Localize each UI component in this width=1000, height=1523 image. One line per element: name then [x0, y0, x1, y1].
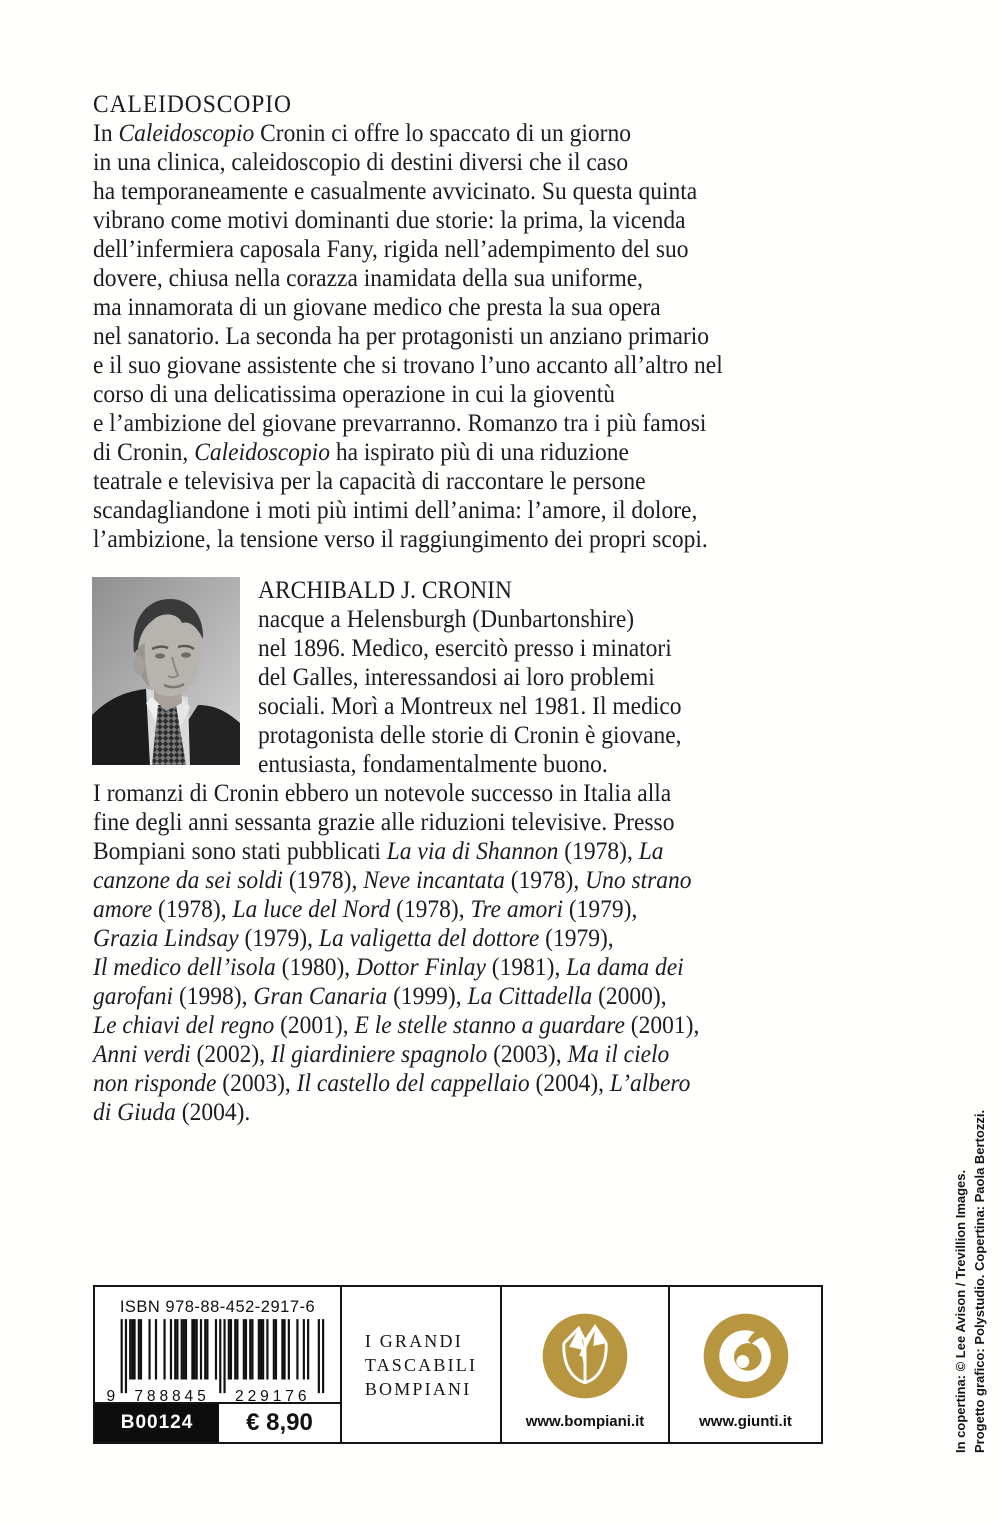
bio-line: Grazia Lindsay (1979), La valigetta del dottore (1979),: [93, 925, 614, 952]
synopsis-line: dovere, chiusa nella corazza inamidata della sua uniforme,: [93, 265, 644, 292]
synopsis-line: nel sanatorio. La seconda ha per protagonisti un anziano primario: [93, 323, 710, 350]
footer-box: [93, 1285, 823, 1444]
price-label: € 8,90: [246, 1409, 313, 1436]
series-panel: [340, 1287, 500, 1442]
bio-line: I romanzi di Cronin ebbero un notevole successo in Italia alla: [93, 780, 672, 807]
bio-line: garofani (1998), Gran Canaria (1999), La Cittadella (2000),: [93, 983, 667, 1010]
synopsis-line: dell’infermiera caposala Fany, rigida nell’adempimento del suo: [93, 236, 689, 263]
giunti-panel: [668, 1287, 821, 1442]
series-line: TASCABILI: [364, 1354, 478, 1375]
bio-line: Anni verdi (2002), Il giardiniere spagnolo (2003), Ma il cielo: [93, 1041, 670, 1068]
barcode-panel: [95, 1287, 340, 1442]
bio-line: nel 1896. Medico, esercitò presso i minatori: [258, 635, 672, 662]
synopsis-line: l’ambizione, la tensione verso il raggiungimento dei propri scopi.: [93, 526, 708, 553]
bio-line: Bompiani sono stati pubblicati La via di Shannon (1978), La: [93, 838, 664, 865]
bompiani-panel: [500, 1287, 668, 1442]
series-title: [365, 1329, 477, 1401]
credit-line: In copertina: © Lee Avison / Trevillion Images.: [953, 1169, 968, 1453]
series-line: BOMPIANI: [364, 1378, 472, 1399]
synopsis-line: e il suo giovane assistente che si trovano l’uno accanto all’altro nel: [93, 352, 723, 379]
ean-barcode: [105, 1318, 331, 1404]
synopsis-line: corso di una delicatissima operazione in cui la gioventù: [93, 381, 616, 408]
synopsis-line: scandagliandone i moti più intimi dell’anima: l’amore, il dolore,: [93, 497, 698, 524]
bio-line: canzone da sei soldi (1978), Neve incantata (1978), Uno strano: [93, 867, 692, 894]
synopsis-line: e l’ambizione del giovane prevarranno. Romanzo tra i più famosi: [93, 410, 707, 437]
synopsis-line: ha temporaneamente e casualmente avvicinato. Su questa quinta: [93, 178, 698, 205]
product-code-badge: B00124: [95, 1404, 219, 1442]
bompiani-url: www.bompiani.it: [525, 1413, 645, 1430]
bio-line: non risponde (2003), Il castello del cappellaio (2004), L’albero: [93, 1070, 691, 1097]
author-bio-section: [93, 576, 853, 1127]
synopsis-section: [93, 90, 763, 554]
isbn-label: ISBN 978-88-452-2917-6: [119, 1298, 316, 1316]
giunti-url: www.giunti.it: [699, 1413, 792, 1430]
cover-credits: [951, 1093, 989, 1453]
author-bio-text: [93, 576, 853, 1127]
synopsis-line: ma innamorata di un giovane medico che presta la sua opera: [93, 294, 661, 321]
bio-line: ARCHIBALD J. CRONIN: [258, 577, 512, 604]
bio-line: amore (1978), La luce del Nord (1978), Tre amori (1979),: [93, 896, 638, 923]
synopsis-line: vibrano come motivi dominanti due storie: la prima, la vicenda: [93, 207, 686, 234]
bio-line: Le chiavi del regno (2001), E le stelle stanno a guardare (2001),: [93, 1012, 700, 1039]
bio-line: del Galles, interessandosi ai loro problemi: [258, 664, 655, 691]
code-price-row: [95, 1402, 340, 1442]
bio-line: fine degli anni sessanta grazie alle riduzioni televisive. Presso: [93, 809, 675, 836]
synopsis-text: [93, 119, 763, 554]
synopsis-line: In Caleidoscopio Cronin ci offre lo spaccato di un giorno: [93, 120, 632, 147]
svg-text:229176: 229176: [234, 1387, 310, 1404]
bio-line: sociali. Morì a Montreux nel 1981. Il medico: [258, 693, 682, 720]
book-title: CALEIDOSCOPIO: [93, 91, 292, 118]
giunti-logo-icon: [700, 1310, 792, 1402]
series-line: I GRANDI: [364, 1330, 463, 1351]
bio-line: Il medico dell’isola (1980), Dottor Finlay (1981), La dama dei: [93, 954, 684, 981]
svg-text:9: 9: [106, 1387, 119, 1404]
bio-line: di Giuda (2004).: [93, 1099, 251, 1126]
synopsis-line: di Cronin, Caleidoscopio ha ispirato più di una riduzione: [93, 439, 629, 466]
bio-line: protagonista delle storie di Cronin è giovane,: [258, 722, 682, 749]
svg-text:788845: 788845: [133, 1387, 210, 1404]
synopsis-line: in una clinica, caleidoscopio di destini diversi che il caso: [93, 149, 629, 176]
synopsis-line: teatrale e televisiva per la capacità di raccontare le persone: [93, 468, 646, 495]
bio-line: entusiasta, fondamentalmente buono.: [258, 751, 608, 778]
bompiani-logo-icon: [539, 1310, 631, 1402]
bio-line: nacque a Helensburgh (Dunbartonshire): [258, 606, 635, 633]
credit-line: Progetto grafico: Polystudio. Copertina: Paola Bertozzi.: [972, 1109, 987, 1453]
